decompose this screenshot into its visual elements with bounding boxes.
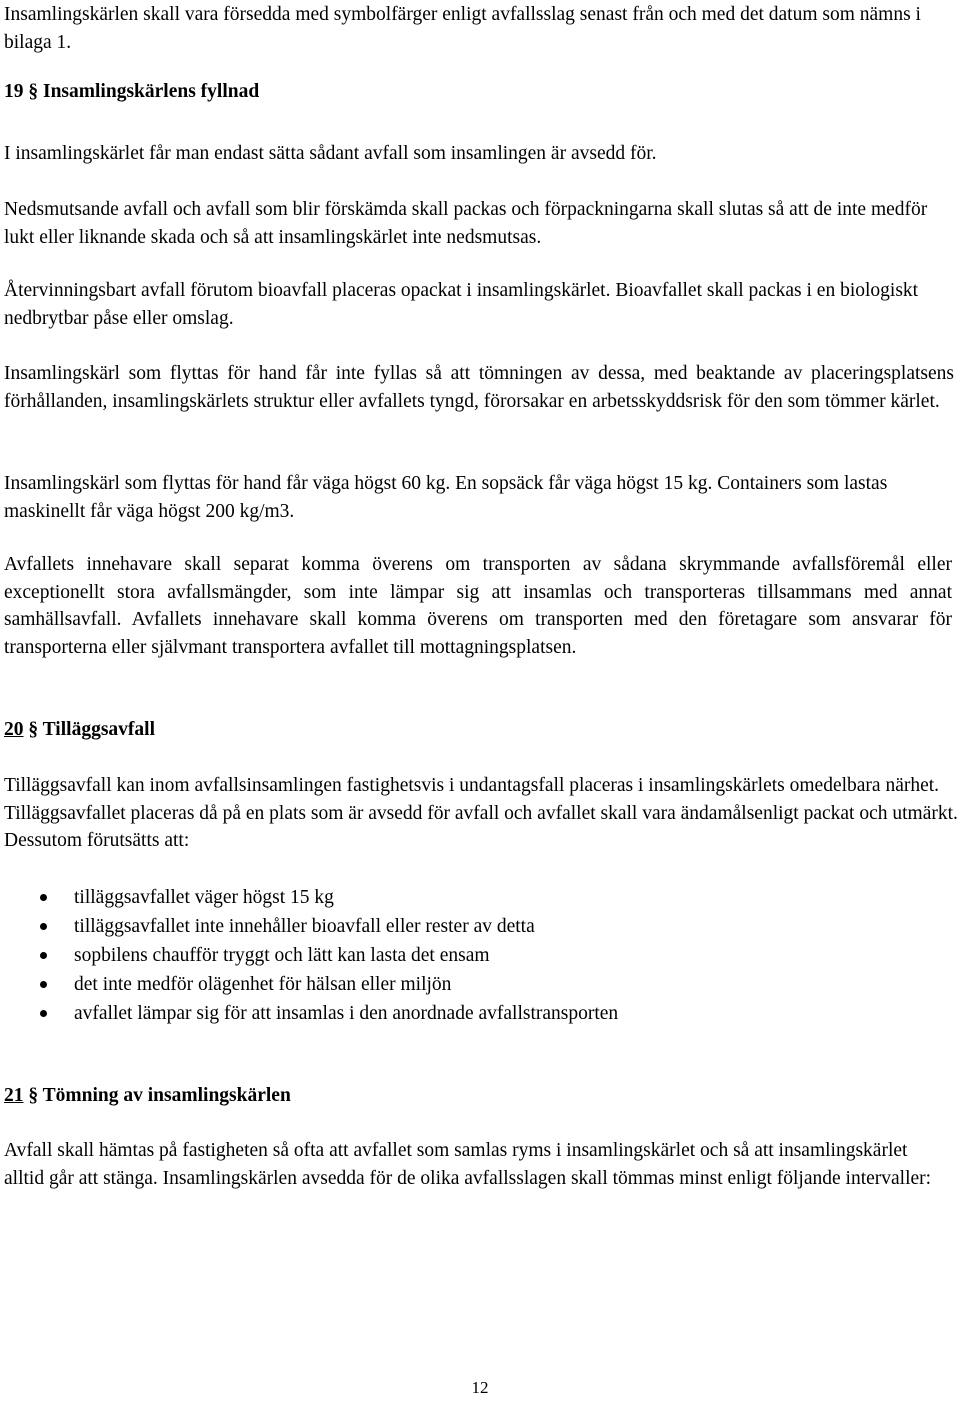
bullet-icon [40, 894, 47, 901]
list-item [4, 912, 618, 941]
section-number: 21 [4, 1085, 24, 1106]
section-19-paragraph: Återvinningsbart avfall förutom bioavfall placeras opackat i insamlingskärlet. Bioavfallet skall packas i en biologiskt nedbrytbar påse eller omslag. [4, 280, 919, 329]
intro-paragraph: Insamlingskärlen skall vara försedda med symbolfärger enligt avfallsslag senast från och med det datum som nämns i bilaga 1. [4, 4, 921, 53]
section-21-heading [4, 1082, 291, 1110]
list-item-text: sopbilens chaufför tryggt och lätt kan lasta det ensam [74, 945, 490, 966]
bullet-icon [40, 952, 47, 959]
bullet-icon [40, 923, 47, 930]
paragraph-sign: § [28, 719, 39, 740]
section-19-paragraph: Insamlingskärl som flyttas för hand får inte fyllas så att tömningen av dessa, med beaktande av placeringsplatsens förhållanden, insamlingskärlets struktur eller avfallets tyngd, förorsakar en arbetsskyddsrisk för den som tömmer kärlet. [4, 363, 954, 412]
section-title: Tömning av insamlingskärlen [42, 1085, 291, 1106]
list-item [4, 999, 618, 1028]
list-item-text: tilläggsavfallet inte innehåller bioavfall eller rester av detta [74, 916, 535, 937]
section-title: Insamlingskärlens fyllnad [43, 81, 260, 102]
section-19-heading [4, 78, 259, 106]
section-number: 20 [4, 719, 24, 740]
list-item-text: avfallet lämpar sig för att insamlas i den anordnade avfallstransporten [74, 1003, 619, 1024]
section-20-paragraph: Tilläggsavfall kan inom avfallsinsamlingen fastighetsvis i undantagsfall placeras i insamlingskärlets omedelbara närhet. Tilläggsavfallet placeras då på en plats som är avsedd för avfall och avfallet skall vara ändamålsenligt packat och utmärkt. Dessutom förutsätts att: [4, 775, 958, 851]
paragraph-sign: § [28, 81, 39, 102]
section-title: Tilläggsavfall [42, 719, 155, 740]
section-19-paragraph: Avfallets innehavare skall separat komma överens om transporten av sådana skrymmande avfallsföremål eller exceptionellt stora avfallsmängder, som inte lämpar sig att insamlas och transporteras tillsammans med annat samhällsavfall. Avfallets innehavare skall komma överens om transporten med den företagare som ansvarar för transporterna eller självmant transportera avfallet till mottagningsplatsen. [4, 554, 952, 658]
condition-list [4, 883, 618, 1028]
section-19-paragraph: I insamlingskärlet får man endast sätta sådant avfall som insamlingen är avsedd för. [4, 143, 657, 164]
paragraph-sign: § [28, 1085, 39, 1106]
page-number: 12 [471, 1378, 489, 1397]
bullet-icon [40, 981, 47, 988]
section-number: 19 [4, 81, 24, 102]
bullet-icon [40, 1010, 47, 1017]
section-21-paragraph: Avfall skall hämtas på fastigheten så ofta att avfallet som samlas ryms i insamlingskärlet och så att insamlingskärlet alltid går att stänga. Insamlingskärlen avsedda för de olika avfallsslagen skall tömmas minst enligt följande intervaller: [4, 1140, 932, 1189]
section-20-heading [4, 716, 155, 744]
list-item-text: tilläggsavfallet väger högst 15 kg [74, 887, 334, 908]
list-item [4, 970, 618, 999]
list-item [4, 941, 618, 970]
section-19-paragraph: Insamlingskärl som flyttas för hand får väga högst 60 kg. En sopsäck får väga högst 15 kg. Containers som lastas maskinellt får väga högst 200 kg/m3. [4, 473, 888, 522]
section-19-paragraph: Nedsmutsande avfall och avfall som blir förskämda skall packas och förpackningarna skall slutas så att de inte medför lukt eller liknande skada och så att insamlingskärlet inte nedsmutsas. [4, 199, 928, 248]
list-item-text: det inte medför olägenhet för hälsan eller miljön [74, 974, 452, 995]
list-item [4, 883, 618, 912]
